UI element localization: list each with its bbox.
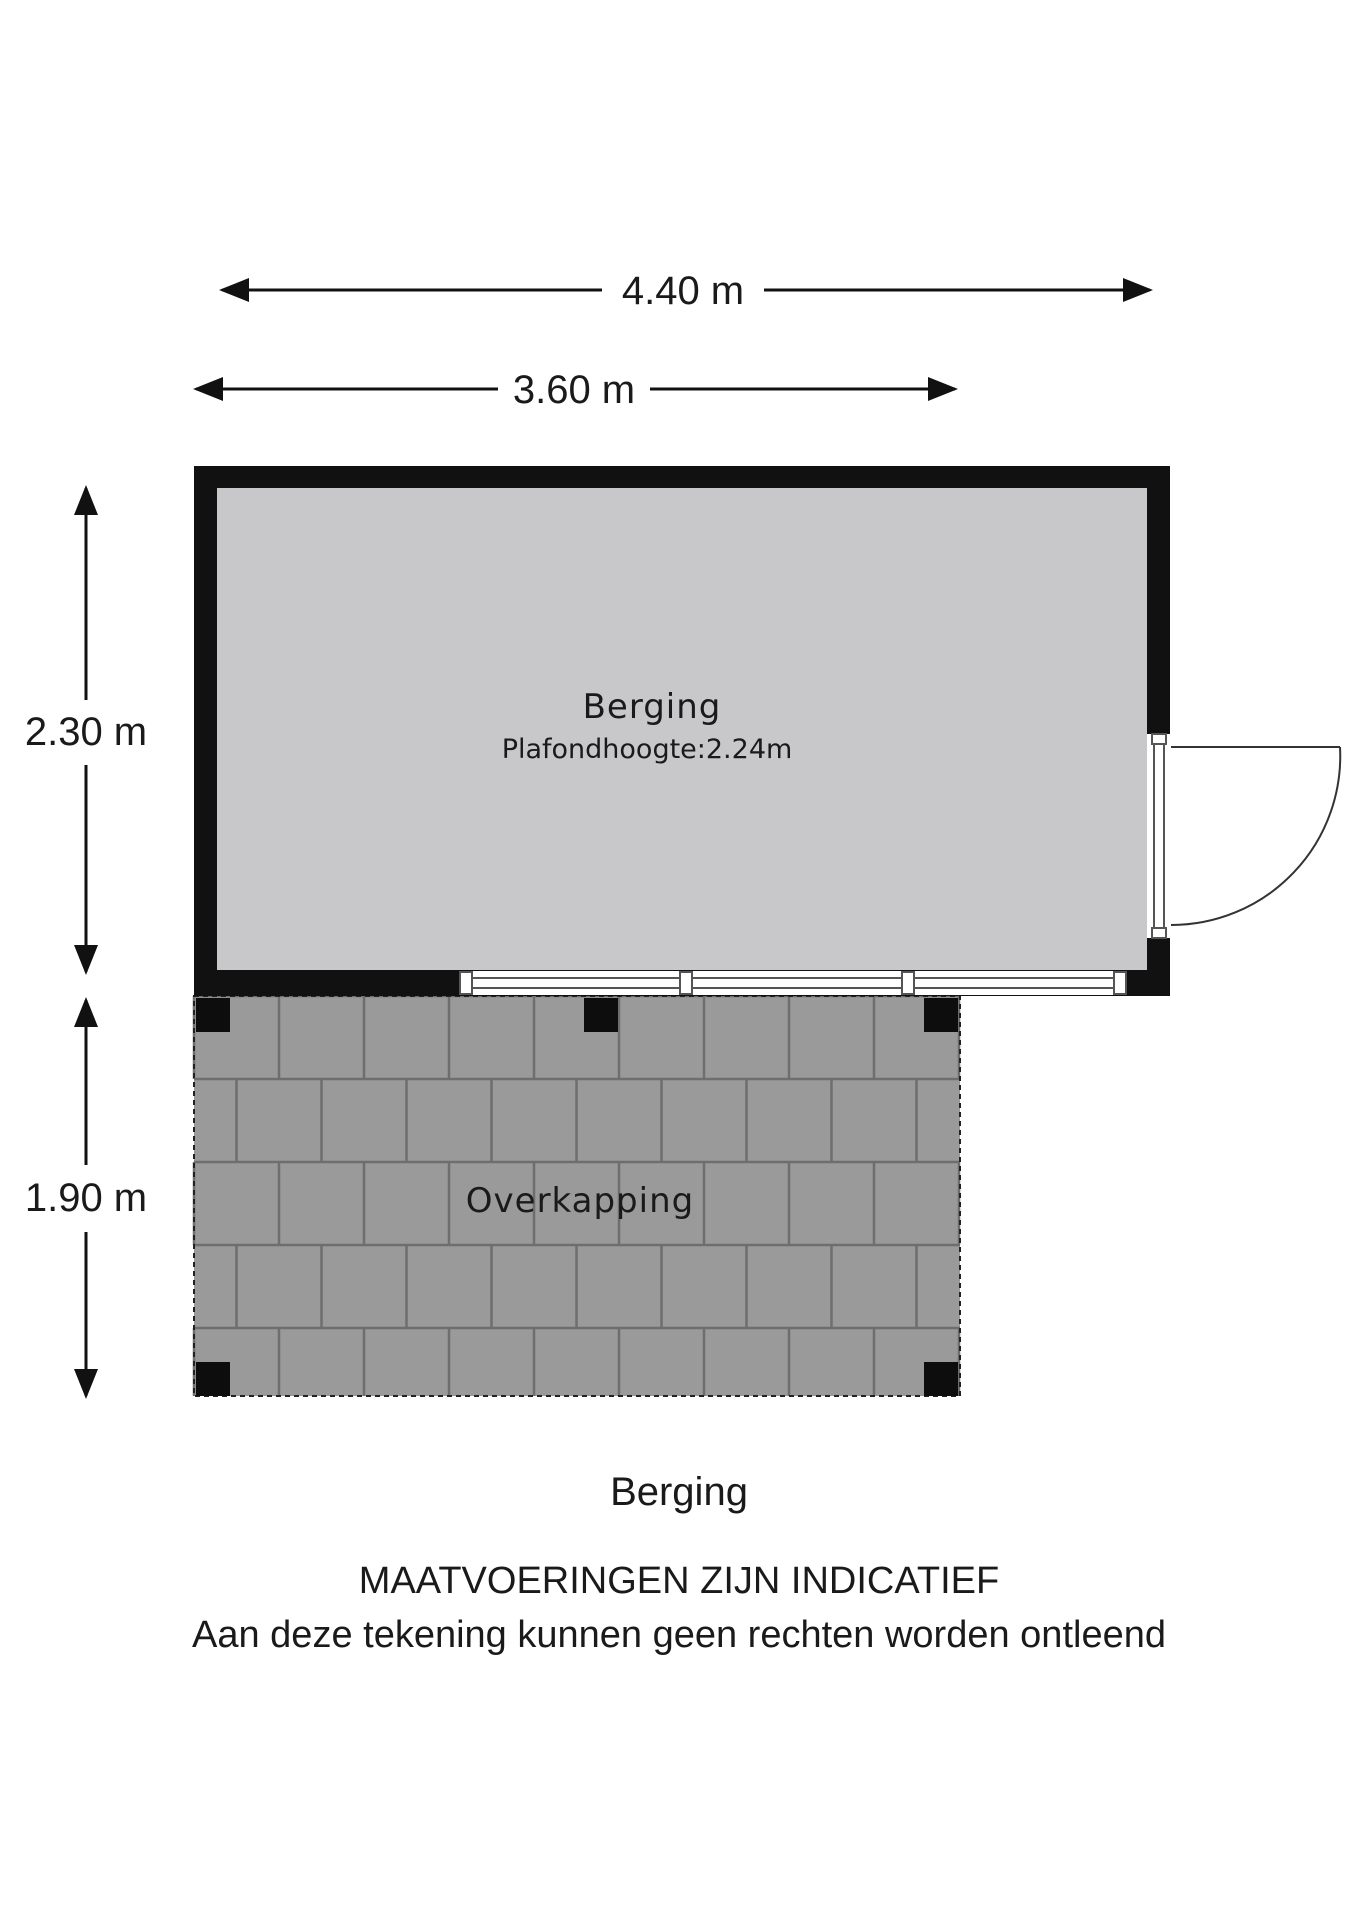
disclaimer-line-2: Aan deze tekening kunnen geen rechten worden ontleend <box>192 1614 1166 1656</box>
dimension-label-inner-width: 3.60 m <box>512 368 636 412</box>
post <box>584 998 618 1032</box>
post <box>924 1362 958 1396</box>
disclaimer-line-1: MAATVOERINGEN ZIJN INDICATIEF <box>358 1560 1000 1602</box>
post <box>924 998 958 1032</box>
dimension-room-depth <box>20 488 160 972</box>
door-swing <box>1171 747 1340 925</box>
dimension-inner-width <box>196 368 955 412</box>
dimension-label-total-width: 4.40 m <box>621 269 745 313</box>
dimension-label-room-depth: 2.30 m <box>24 710 148 754</box>
dimension-total-width <box>222 269 1150 313</box>
post <box>196 1362 230 1396</box>
storage-room <box>194 466 1171 996</box>
ceiling-height-label: Plafondhoogte:2.24m <box>501 734 793 765</box>
room-label-canopy: Overkapping <box>465 1181 695 1221</box>
post <box>196 998 230 1032</box>
room-label-storage: Berging <box>582 687 722 727</box>
floor-title: Berging <box>610 1470 748 1514</box>
dimension-canopy-depth <box>20 1000 160 1396</box>
dimension-label-canopy-depth: 1.90 m <box>24 1176 148 1220</box>
